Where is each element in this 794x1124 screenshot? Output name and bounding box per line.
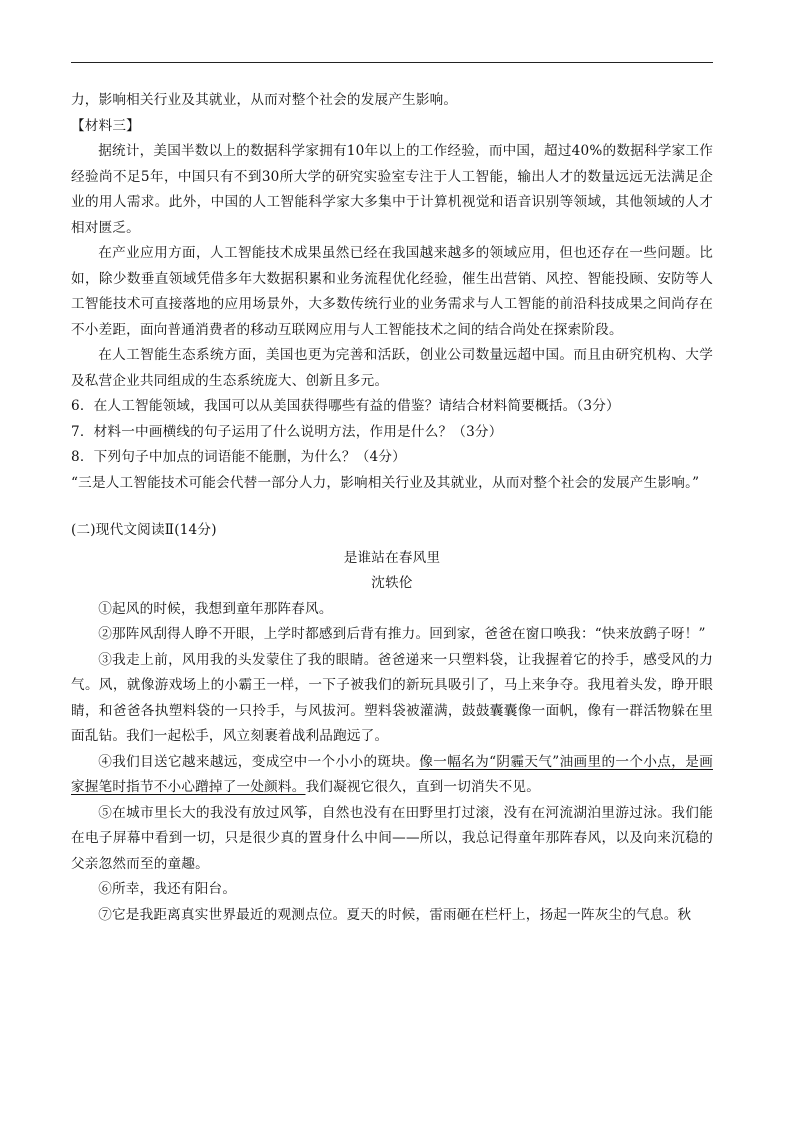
question-8-quote: “三是人工智能技术可能会代替一部分人力，影响相关行业及其就业，从而对整个社会的发展产生影响。” (71, 474, 700, 491)
section-gap (71, 496, 713, 504)
question-6: 6．在人工智能领域，我国可以从美国获得哪些有益的借鉴？请结合材料简要概括。（3分） (71, 398, 620, 414)
material-two-tail: 力，影响相关行业及其就业，从而对整个社会的发展产生影响。 (71, 92, 458, 108)
article-author: 沈轶伦 (371, 575, 413, 591)
section-heading: (二)现代文阅读Ⅱ(14分) (71, 522, 217, 538)
article-paragraph-6: ⑥所幸，我还有阳台。 (98, 881, 237, 897)
header-rule (71, 62, 713, 63)
article-paragraph-4 (71, 750, 713, 801)
material-three-paragraph-1: 据统计，美国半数以上的数据科学家拥有10年以上的工作经验，而中国，超过40%的数据科学家工作经验尚不足5年，中国只有不到30所大学的研究实验室专注于人工智能，输出人才的数量远远无法满足企业的用人需求。此外，中国的人工智能科学家大多集中于计算机视觉和语音识别等领域，其他领域的人才相对匮乏。 (71, 143, 713, 236)
underlined-sentence: 像一幅名为“阴霾天气”油画里的一个小点，是画家握笔时指节不小心蹭掉了一处颜料。 (71, 753, 713, 795)
article-paragraph-1: ①起风的时候，我想到童年那阵春风。 (98, 600, 333, 617)
question-7: 7．材料一中画横线的句子运用了什么说明方法，作用是什么？（3分） (71, 423, 503, 440)
article-paragraph-2: ②那阵风刮得人睁不开眼，上学时都感到后背有推力。回到家，爸爸在窗口唤我：“快来放鹞子呀！” (98, 626, 706, 642)
material-three-paragraph-2: 在产业应用方面，人工智能技术成果虽然已经在我国越来越多的领域应用，但也还存在一些问题。比如，除少数垂直领域凭借多年大数据积累和业务流程优化经验，催生出营销、风控、智能投顾、安防等人工智能技术可直接落地的应用场景外，大多数传统行业的业务需求与人工智能的前沿科技成果之间尚存在不小差距，面向普通消费者的移动互联网应用与人工智能技术之间的结合尚处在探索阶段。 (71, 245, 713, 338)
article-paragraph-7: ⑦它是我距离真实世界最近的观测点位。夏天的时候，雷雨砸在栏杆上，扬起一阵灰尘的气息。秋 (98, 906, 692, 923)
article-title: 是谁站在春风里 (343, 549, 441, 566)
article-paragraph-5: ⑤在城市里长大的我没有放过风筝，自然也没有在田野里打过滚，没有在河流湖泊里游过泳。我们能在电子屏幕中看到一切，只是很少真的置身什么中间——所以，我总记得童年那阵春风，以及向来沉稳的父亲忽然而至的童趣。 (71, 804, 713, 872)
question-8: 8．下列句子中加点的词语能不能删，为什么？（4分） (71, 449, 406, 465)
article-paragraph-3: ③我走上前，风用我的头发蒙住了我的眼睛。爸爸递来一只塑料袋，让我握着它的拎手，感受风的力气。风，就像游戏场上的小霸王一样，一下子被我们的新玩具吸引了，马上来争夺。我甩着头发，睁开眼睛，和爸爸各执塑料袋的一只拎手，与风拔河。塑料袋被灌满，鼓鼓囊囊像一面帆，像有一群活物躲在里面乱钻。我们一起松手，风立刻裹着战利品跑远了。 (71, 651, 713, 744)
article-paragraph-4-lead: ④我们目送它越来越远，变成空中一个小小的斑块。 (98, 753, 420, 770)
material-three-paragraph-3: 在人工智能生态系统方面，美国也更为完善和活跃，创业公司数量远超中国。而且由研究机构、大学及私营企业共同组成的生态系统庞大、创新且多元。 (71, 347, 713, 389)
article-paragraph-4-tail: 我们凝视它很久，直到一切消失不见。 (305, 779, 540, 795)
material-three-heading: 【材料三】 (71, 117, 140, 134)
page-content (71, 88, 713, 928)
